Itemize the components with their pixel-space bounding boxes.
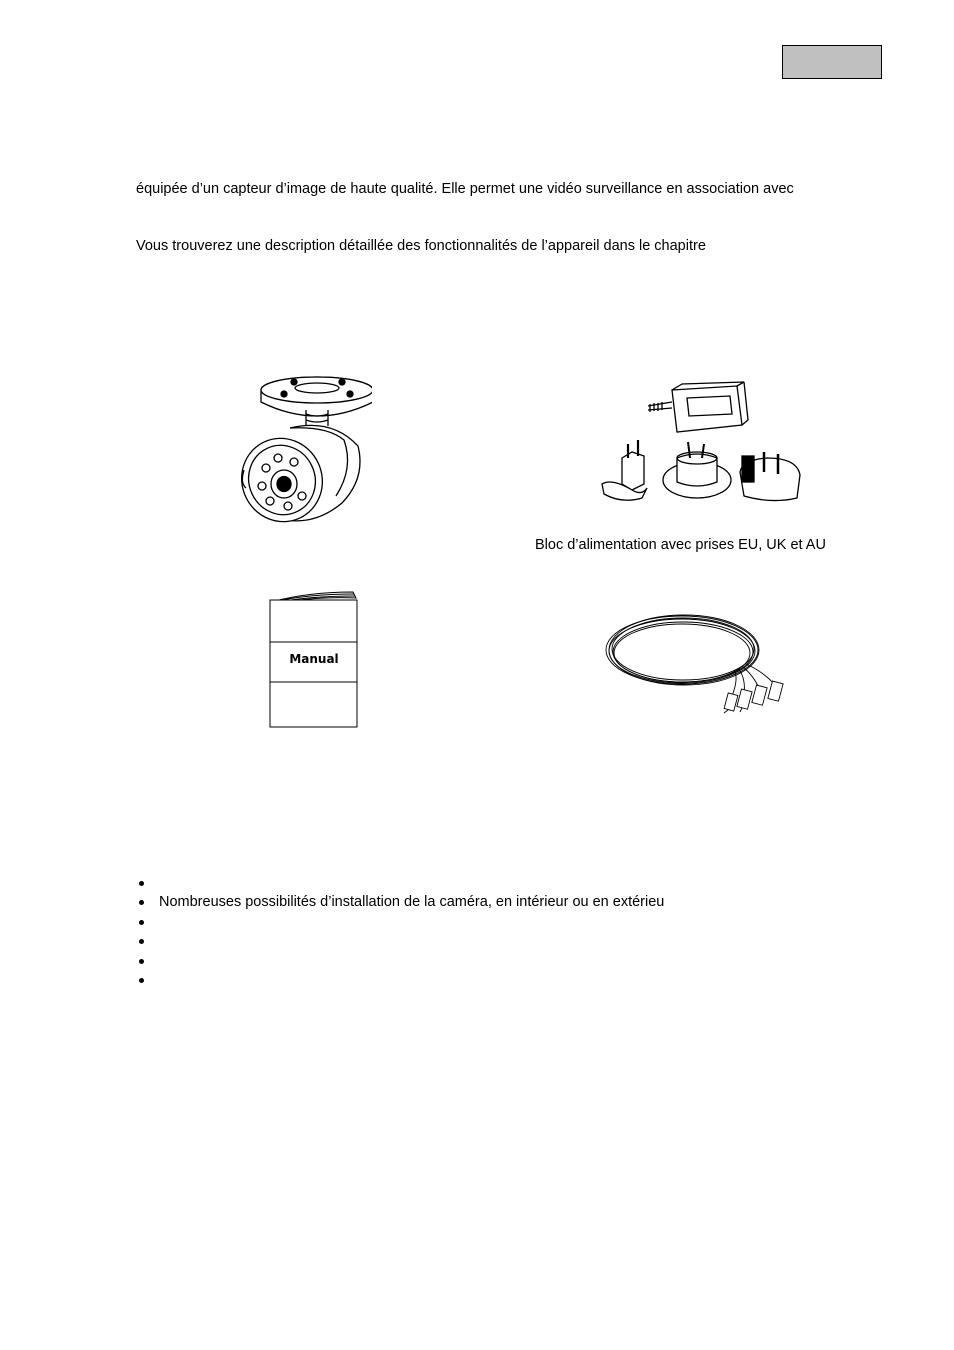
feature-list xyxy=(136,873,664,991)
feature-item xyxy=(136,912,664,932)
power-supply-caption: Bloc d’alimentation avec prises EU, UK et AU xyxy=(535,537,826,553)
intro-paragraph: équipée d’un capteur d’image de haute qualité. Elle permet une vidéo surveillance en association avec xyxy=(136,181,794,197)
power-adapter-icon xyxy=(592,380,807,506)
manual-booklet-icon xyxy=(268,590,360,730)
bullet-camera-icon xyxy=(232,368,372,532)
feature-item xyxy=(136,932,664,952)
feature-item: Nombreuses possibilités d’installation de la caméra, en intérieur ou en extérieu xyxy=(136,893,664,913)
language-tab xyxy=(782,45,882,79)
feature-item xyxy=(136,951,664,971)
feature-item xyxy=(136,971,664,991)
feature-item xyxy=(136,873,664,893)
manual-label: Manual xyxy=(289,652,339,666)
cable-coil-icon xyxy=(604,610,790,714)
description-paragraph: Vous trouverez une description détaillée des fonctionnalités de l’appareil dans le chapitre xyxy=(136,238,706,254)
